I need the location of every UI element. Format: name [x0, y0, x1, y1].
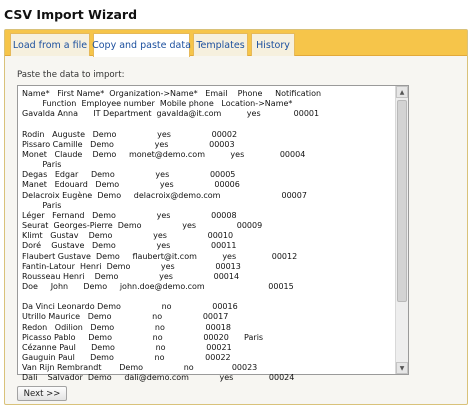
scroll-thumb[interactable]	[397, 100, 407, 302]
scroll-up-arrow-icon[interactable]: ▲	[396, 86, 408, 98]
textarea-scrollbar[interactable]	[395, 86, 408, 374]
tab-bar	[5, 30, 467, 56]
next-button[interactable]: Next >>	[17, 386, 67, 401]
wizard-panel	[4, 29, 468, 405]
paste-textarea[interactable]	[17, 85, 409, 383]
scroll-down-arrow-icon[interactable]: ▼	[396, 362, 408, 374]
paste-textarea-content: Name* First Name* Organization->Name* Email Phone Notification Function Employee number Mobile phone Location->Name* Gavalda Anna IT Department gavalda@it.com yes 00001 Rodin Auguste Demo yes 00002 Pissaro Camille Demo yes 00003 Monet Claude Demo monet@demo.com yes 00004 Paris Degas Edgar Demo yes 00005 Manet Edouard Demo yes 00006 Delacroix Eugène Demo delacroix@demo.com 00007 Paris Léger Fernand Demo yes 00008 Seurat Georges-Pierre Demo yes 00009 Klimt Gustav Demo yes 00010 Doré Gustave Demo yes 00011 Flaubert Gustave Demo flaubert@it.com yes 00012 Fantin-Latour Henri Demo yes 00013 Rousseau Henri Demo yes 00014 Doe John Demo john.doe@demo.com 00015 Da Vinci Leonardo Demo no 00016 Utrillo Maurice Demo no 00017 Redon Odilion Demo no 00018 Picasso Pablo Demo no 00020 Paris Cézanne Paul Demo no 00021 Gauguin Paul Demo no 00022 Van Rijn Rembrandt Demo no 00023 Dali Salvador Demo dali@demo.com yes 00024	[22, 89, 322, 383]
paste-label: Paste the data to import:	[17, 70, 125, 80]
tab-load-from-file[interactable]: Load from a file	[10, 33, 90, 56]
tab-history[interactable]: History	[251, 33, 295, 56]
tab-copy-and-paste[interactable]: Copy and paste data	[93, 33, 190, 57]
tab-templates[interactable]: Templates	[193, 33, 248, 56]
wizard-title: CSV Import Wizard	[4, 7, 138, 22]
